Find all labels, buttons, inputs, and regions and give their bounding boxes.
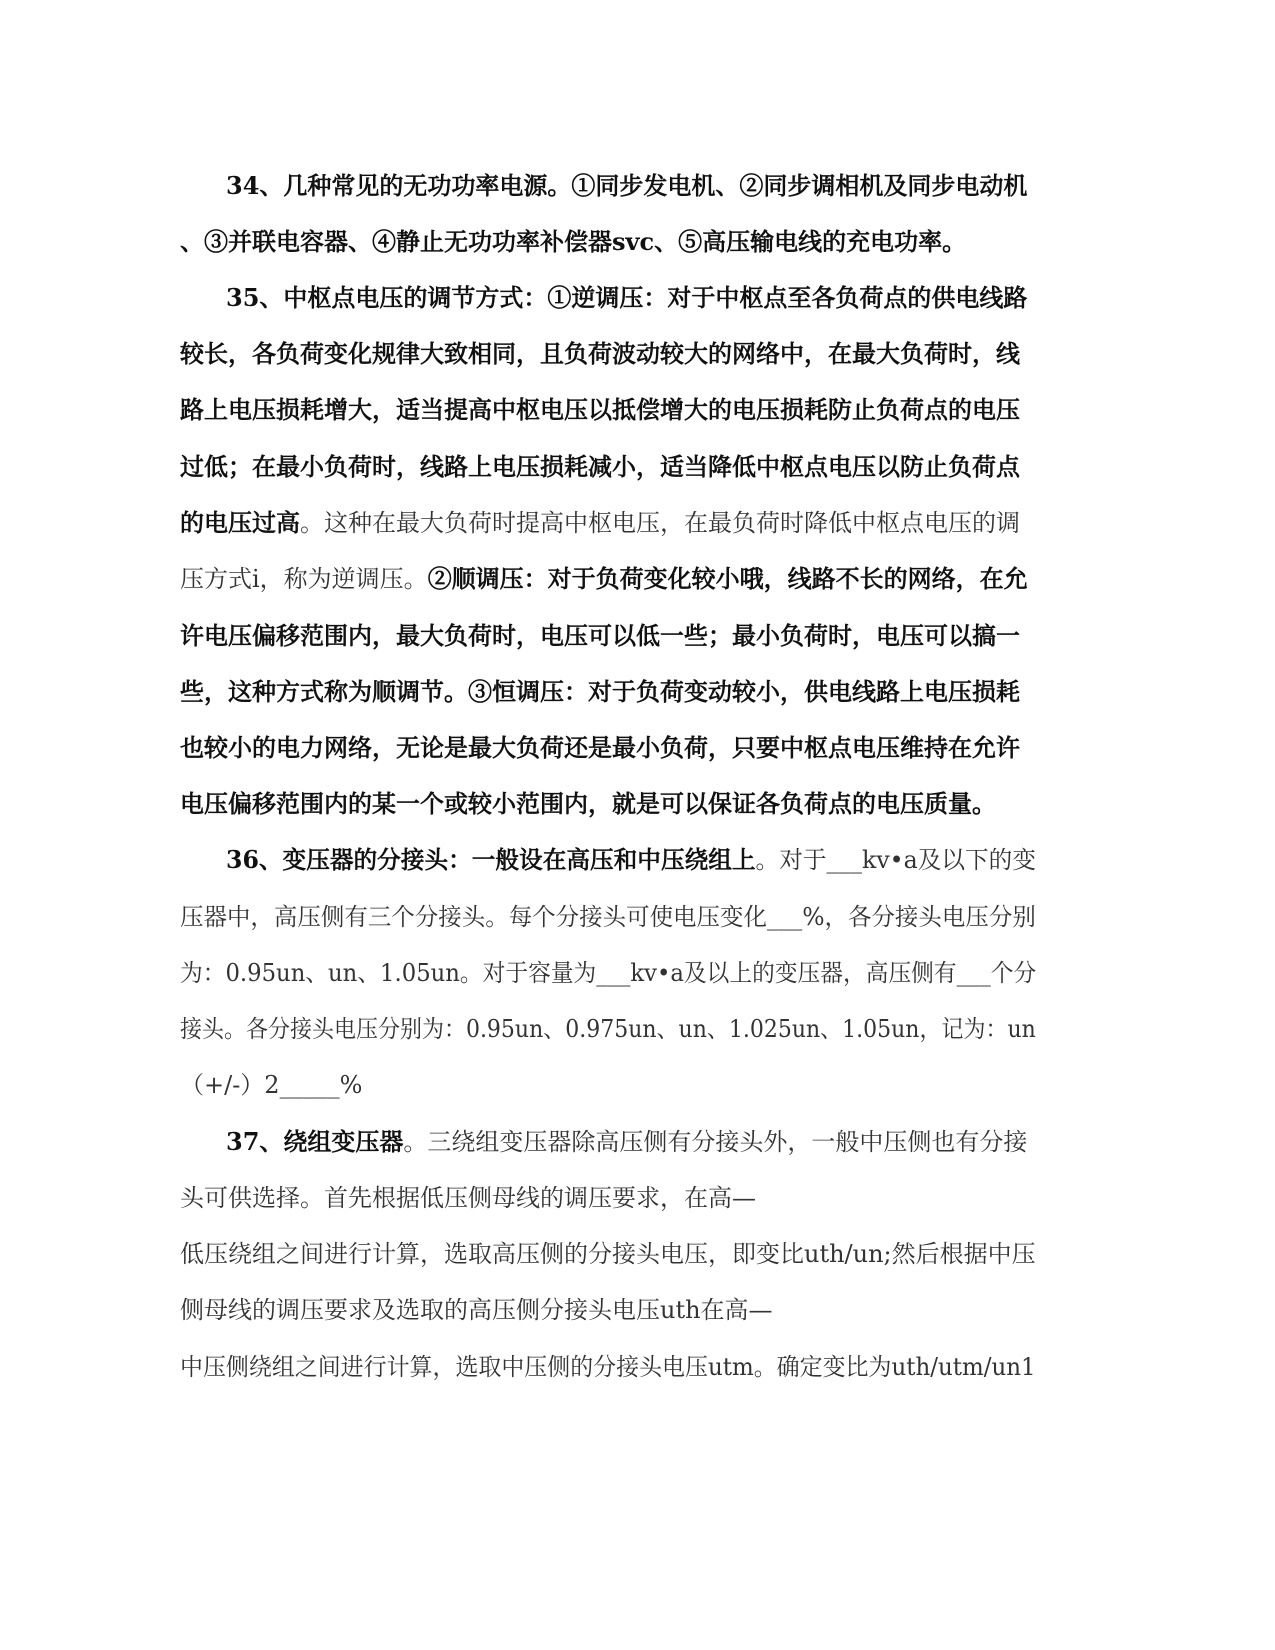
- item-37-line-5: 中压侧绕组之间进行计算，选取中压侧的分接头电压utm。确定变比为uth/utm/un1: [180, 1353, 1036, 1381]
- item-35-line-3: 路上电压损耗增大，适当提高中枢电压以抵偿增大的电压损耗防止负荷点的电压: [180, 395, 1020, 424]
- item-36-line-3: 为：0.95un、un、1.05un。对于容量为___kv•a及以上的变压器，高压侧有___个分: [180, 959, 1037, 987]
- item-37-line-2: 头可供选择。首先根据低压侧母线的调压要求，在高—: [180, 1184, 756, 1212]
- item-37-line-3: 低压绕组之间进行计算，选取高压侧的分接头电压，即变比uth/un;然后根据中压: [180, 1240, 1036, 1268]
- item-35-line-2: 较长，各负荷变化规律大致相同，且负荷波动较大的网络中，在最大负荷时，线: [180, 339, 1020, 368]
- item-35-line-4: 过低；在最小负荷时，线路上电压损耗减小，适当降低中枢点电压以防止负荷点: [180, 452, 1020, 481]
- item-37-line-4: 侧母线的调压要求及选取的高压侧分接头电压uth在高—: [180, 1296, 773, 1324]
- item-35-line-7: 许电压偏移范围内，最大负荷时，电压可以低一些；最小负荷时，电压可以搞一: [180, 621, 1020, 650]
- item-37-heading: 37、绕组变压器: [226, 1127, 404, 1156]
- item-35-line-6: [180, 563, 1028, 595]
- item-35-line-6-normal: 压方式i，称为逆调压。: [180, 565, 428, 593]
- item-36-line-4: 接头。各分接头电压分别为：0.95un、0.975un、un、1.025un、1.05un，记为：un: [180, 1015, 1036, 1043]
- item-36-line-5: （+/-）2_____%: [180, 1071, 363, 1099]
- item-35-line-5-bold: 的电压过高: [180, 508, 300, 537]
- item-35-line-5-normal: 。这种在最大负荷时提高中枢电压，在最负荷时降低中枢点电压的调: [300, 509, 1020, 537]
- item-35-line-9: 也较小的电力网络，无论是最大负荷还是最小负荷，只要中枢点电压维持在允许: [180, 733, 1020, 762]
- item-37-line-1-normal: 。三绕组变压器除高压侧有分接头外，一般中压侧也有分接: [403, 1128, 1028, 1156]
- item-35-line-1: 35、中枢点电压的调节方式：①逆调压：对于中枢点至各负荷点的供电线路: [226, 283, 1028, 312]
- item-36-line-1: [226, 844, 1036, 876]
- item-36-line-1-normal: 。对于___kv•a及以下的变: [755, 846, 1036, 874]
- item-37-line-1: [226, 1126, 1027, 1158]
- item-35-line-6-bold: ②顺调压：对于负荷变化较小哦，线路不长的网络，在允: [427, 564, 1028, 593]
- item-35-line-5: [180, 507, 1020, 539]
- item-34-line-2: 、③并联电容器、④静止无功功率补偿器svc、⑤高压输电线的充电功率。: [180, 227, 967, 256]
- item-34-line-1: 34、几种常见的无功功率电源。①同步发电机、②同步调相机及同步电动机: [226, 171, 1028, 200]
- item-36-line-2: 压器中，高压侧有三个分接头。每个分接头可使电压变化___%，各分接头电压分别: [180, 903, 1036, 931]
- item-35-line-8: 些，这种方式称为顺调节。③恒调压：对于负荷变动较小，供电线路上电压损耗: [180, 677, 1020, 706]
- item-36-heading: 36、变压器的分接头：一般设在高压和中压绕组上: [226, 845, 756, 874]
- item-35-line-10: 电压偏移范围内的某一个或较小范围内，就是可以保证各负荷点的电压质量。: [180, 789, 996, 818]
